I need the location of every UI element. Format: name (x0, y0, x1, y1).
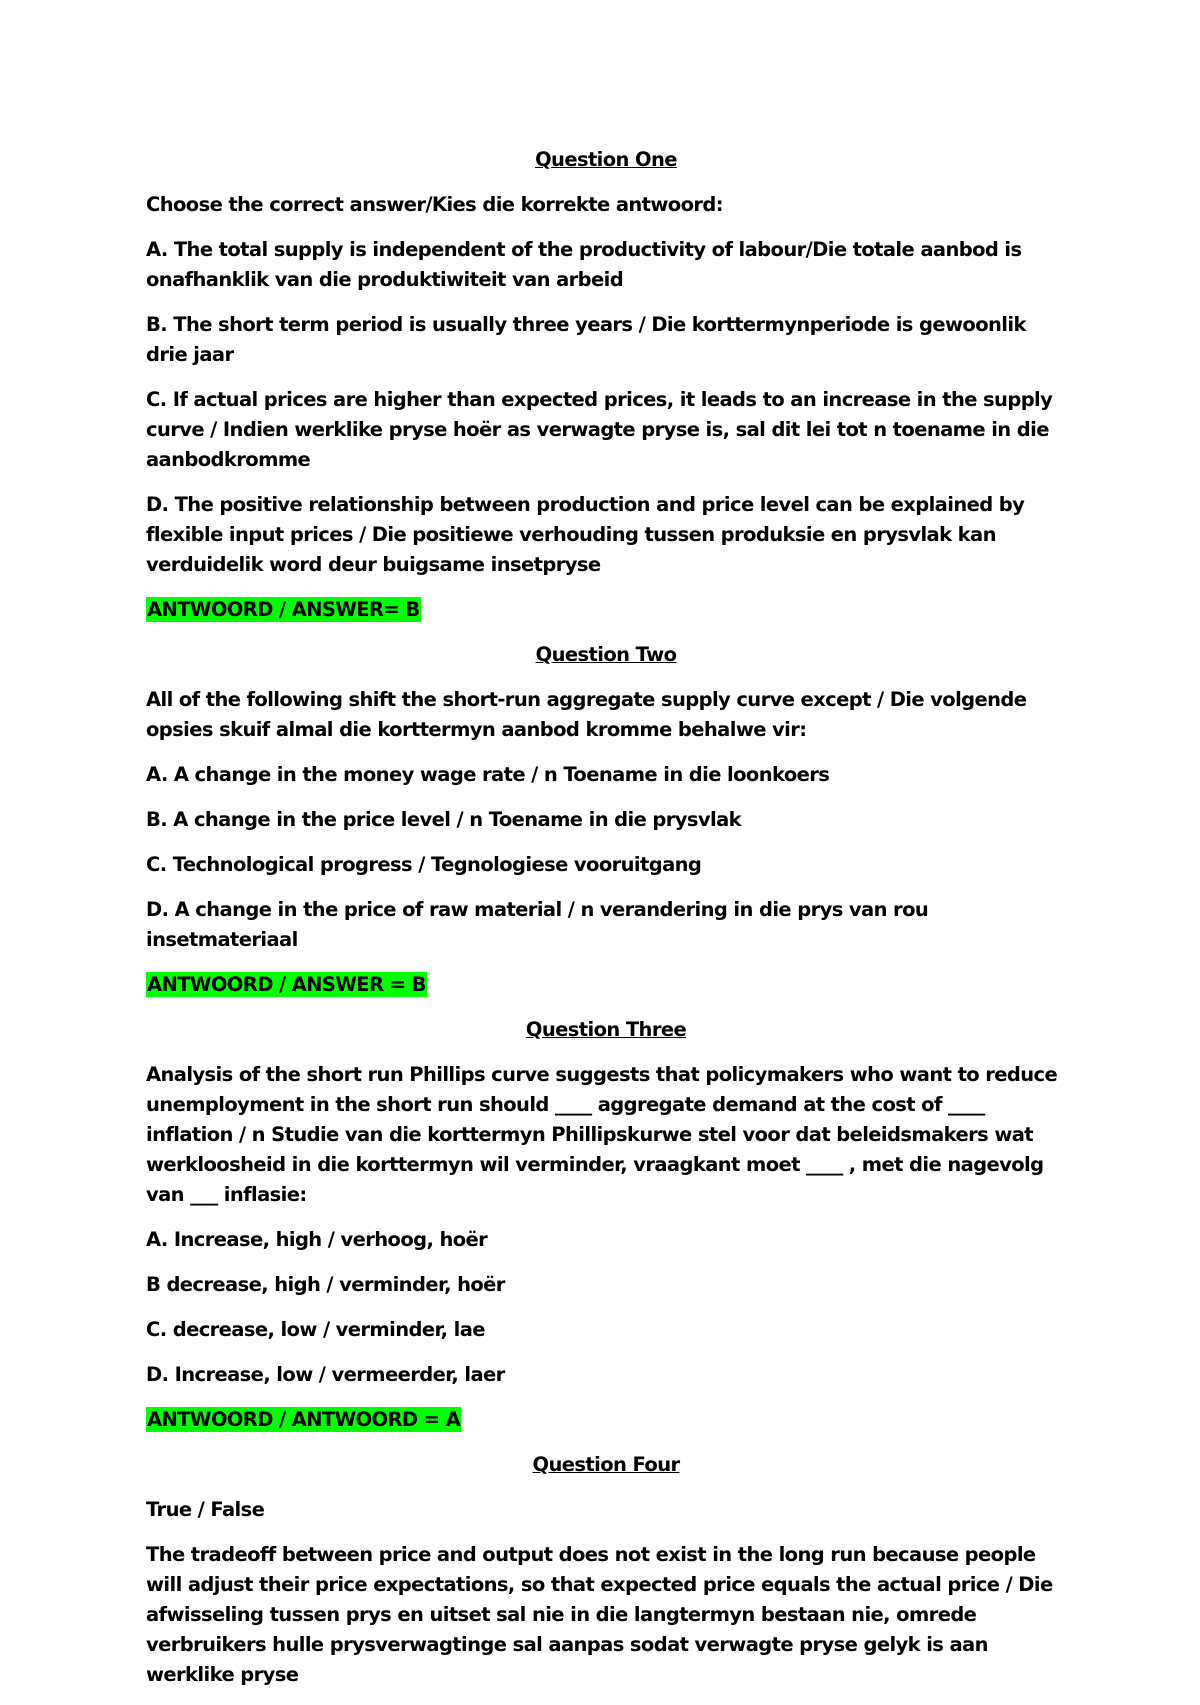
question-one-answer (146, 595, 1066, 625)
question-four-statement: The tradeoff between price and output does not exist in the long run because people will adjust their price expectations, so that expected price equals the actual price / Die afwisseling tussen prys en uitset sal nie in die langtermyn bestaan nie, omrede verbruikers hulle prysverwagtinge sal aanpas sodat verwagte pryse gelyk is aan werklike pryse (146, 1543, 1053, 1686)
question-one-option-b: B. The short term period is usually three years / Die korttermynperiode is gewoonlik drie jaar (146, 313, 1026, 366)
question-three-option-d: D. Increase, low / vermeerder, laer (146, 1363, 505, 1386)
question-three-heading: Question Three (525, 1018, 687, 1041)
question-two-instruction: All of the following shift the short-run aggregate supply curve except / Die volgende opsies skuif almal die korttermyn aanbod kromme behalwe vir: (146, 688, 1027, 741)
question-one-instruction: Choose the correct answer/Kies die korrekte antwoord: (146, 193, 723, 216)
question-one-option-a: A. The total supply is independent of the productivity of labour/Die totale aanbod is onafhanklik van die produktiwiteit van arbeid (146, 238, 1022, 291)
question-three-option-b: B decrease, high / verminder, hoër (146, 1273, 505, 1296)
question-three-instruction: Analysis of the short run Phillips curve suggests that policymakers who want to reduce unemployment in the short run should ____ aggregate demand at the cost of ____ inflation / n Studie van die korttermyn Phillipskurwe stel voor dat beleidsmakers wat werkloosheid in die korttermyn wil verminder, vraagkant moet ____ , met die nagevolg van ___ inflasie: (146, 1063, 1058, 1206)
question-one-answer-highlight: ANTWOORD / ANSWER= B (147, 598, 420, 621)
question-three-answer-highlight: ANTWOORD / ANTWOORD = A (147, 1408, 461, 1431)
question-three-option-c: C. decrease, low / verminder, lae (146, 1318, 485, 1341)
question-three-option-a: A. Increase, high / verhoog, hoër (146, 1228, 488, 1251)
question-two-heading: Question Two (535, 643, 677, 666)
document-page (146, 145, 1066, 1705)
question-one-option-c: C. If actual prices are higher than expected prices, it leads to an increase in the supply curve / Indien werklike pryse hoër as verwagte pryse is, sal dit lei tot n toename in die aanbodkromme (146, 388, 1053, 471)
question-four-heading: Question Four (532, 1453, 680, 1476)
question-two-answer (146, 970, 1066, 1000)
question-two-option-d: D. A change in the price of raw material / n verandering in die prys van rou insetmateriaal (146, 898, 929, 951)
question-two-option-b: B. A change in the price level / n Toename in die prysvlak (146, 808, 742, 831)
question-two-option-a: A. A change in the money wage rate / n Toename in die loonkoers (146, 763, 830, 786)
question-one-heading: Question One (535, 148, 677, 171)
question-two-option-c: C. Technological progress / Tegnologiese vooruitgang (146, 853, 702, 876)
question-four-instruction: True / False (146, 1498, 265, 1521)
question-two-answer-highlight: ANTWOORD / ANSWER = B (147, 973, 426, 996)
question-one-option-d: D. The positive relationship between production and price level can be explained by flexible input prices / Die positiewe verhouding tussen produksie en prysvlak kan verduidelik word deur buigsame insetpryse (146, 493, 1025, 576)
question-three-answer (146, 1405, 1066, 1435)
